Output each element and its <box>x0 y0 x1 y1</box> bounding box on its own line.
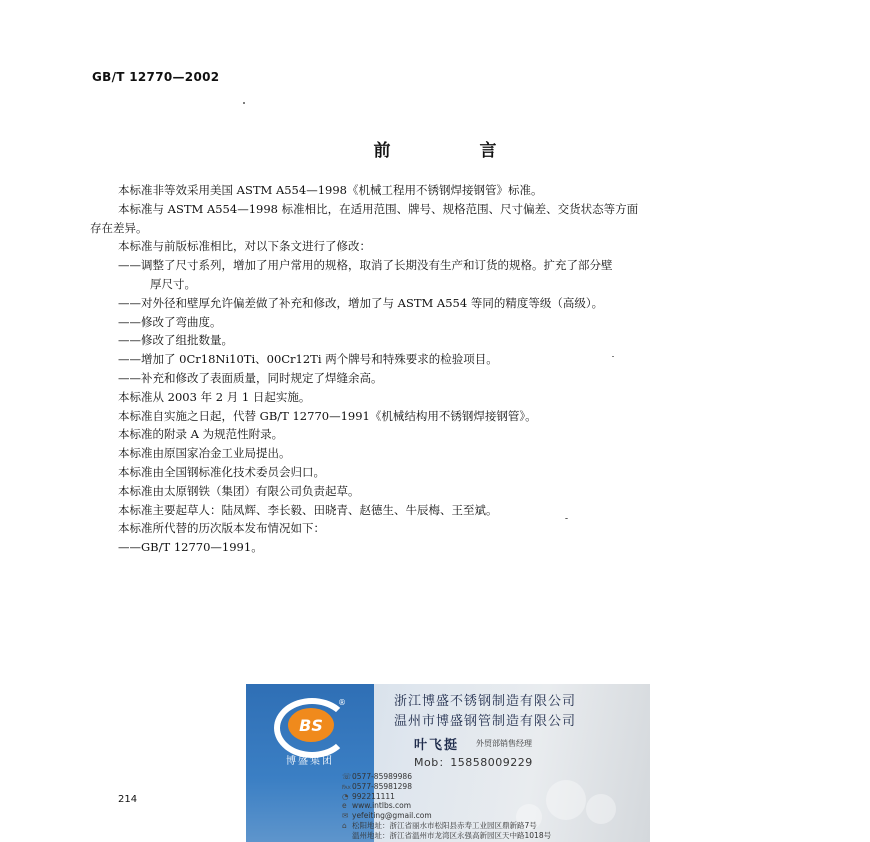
paragraph-line: 本标准所代替的历次版本发布情况如下： <box>118 521 325 536</box>
contact-row <box>342 772 551 782</box>
foreword-body <box>90 181 780 557</box>
paragraph-line: ——GB/T 12770—1991。 <box>118 540 263 555</box>
paragraph-line: 本标准主要起草人：陆凤辉、李长毅、田晓青、赵德生、牛辰梅、王至斌。 <box>118 502 498 517</box>
paragraph-line: 本标准与 ASTM A554—1998 标准相比，在适用范围、牌号、规格范围、尺寸偏差、交货状态等方面 <box>118 201 639 216</box>
mail-icon: ✉ <box>342 811 349 821</box>
contact-row <box>342 811 551 821</box>
paragraph-line: ——增加了 0Cr18Ni10Ti、00Cr12Ti 两个牌号和特殊要求的检验项目。 <box>118 352 498 367</box>
contact-row <box>342 782 551 792</box>
address-icon: ⌂ <box>342 820 347 830</box>
paragraph-line: ——调整了尺寸系列，增加了用户常用的规格，取消了长期没有生产和订货的规格。扩充了部分壁 <box>118 258 613 273</box>
contact-text: 992211111 <box>352 791 395 801</box>
registered-mark: ® <box>338 698 346 707</box>
business-card <box>246 684 650 842</box>
paragraph-line: 本标准非等效采用美国 ASTM A554—1998《机械工程用不锈钢焊接钢管》标准。 <box>118 183 543 197</box>
paragraph-line: 本标准由原国家冶金工业局提出。 <box>118 446 291 461</box>
contact-text: 0577-85989986 <box>352 772 412 781</box>
paragraph-line: ——补充和修改了表面质量，同时规定了焊缝余高。 <box>118 370 383 385</box>
fax-icon: ℻ <box>342 781 351 791</box>
mobile-number: Mob：15858009229 <box>414 756 533 769</box>
paragraph-line: 本标准与前版标准相比，对以下条文进行了修改： <box>118 239 371 254</box>
card-decoration <box>586 794 616 824</box>
contact-row <box>342 831 551 841</box>
company-name-2: 温州市博盛钢管制造有限公司 <box>394 714 577 729</box>
paragraph-line: 本标准从 2003 年 2 月 1 日起实施。 <box>118 389 311 404</box>
card-decoration <box>546 780 586 820</box>
contact-row <box>342 801 551 811</box>
contact-text: 温州地址：浙江省温州市龙湾区永强高新园区天中路1018号 <box>352 830 552 840</box>
paragraph-line: 本标准的附录 A 为规范性附录。 <box>118 427 284 442</box>
person-title: 外贸部销售经理 <box>476 739 532 748</box>
paragraph-line: 本标准自实施之日起，代替 GB/T 12770—1991《机械结构用不锈钢焊接钢管》。 <box>118 408 537 423</box>
phone-icon: ☏ <box>342 772 352 781</box>
company-logo: BS <box>288 708 334 742</box>
paragraph-line: 厚尺寸。 <box>150 276 196 291</box>
contact-list <box>342 772 551 841</box>
contact-text: 松阳地址：浙江省丽水市松阳县赤寿工业园区鼎新路7号 <box>352 820 537 830</box>
paragraph-line: ——修改了组批数量。 <box>118 333 233 348</box>
paragraph-line: 存在差异。 <box>90 220 148 235</box>
contact-text: 0577-85981298 <box>352 781 412 791</box>
person-name: 叶飞挺 <box>414 738 460 753</box>
paragraph-line: 本标准由全国钢标准化技术委员会归口。 <box>118 464 325 479</box>
standard-code: GB/T 12770—2002 <box>92 70 220 84</box>
page-number: 214 <box>118 794 138 805</box>
web-icon: e <box>342 801 347 811</box>
contact-text: www.intlbs.com <box>352 801 412 811</box>
paragraph-line: ——修改了弯曲度。 <box>118 314 222 329</box>
scan-speck <box>243 102 245 104</box>
page-title: 前 言 <box>373 141 533 161</box>
paragraph-line: 本标准由太原钢铁（集团）有限公司负责起草。 <box>118 483 360 498</box>
contact-row <box>342 792 551 802</box>
qq-icon: ◔ <box>342 791 349 801</box>
contact-text: yefeiting@gmail.com <box>352 811 432 821</box>
group-name: 博盛集团 <box>286 756 334 767</box>
paragraph-line: ——对外径和壁厚允许偏差做了补充和修改，增加了与 ASTM A554 等同的精度等级（高级）。 <box>118 295 604 310</box>
contact-row <box>342 821 551 831</box>
company-name-1: 浙江博盛不锈钢制造有限公司 <box>394 694 577 709</box>
